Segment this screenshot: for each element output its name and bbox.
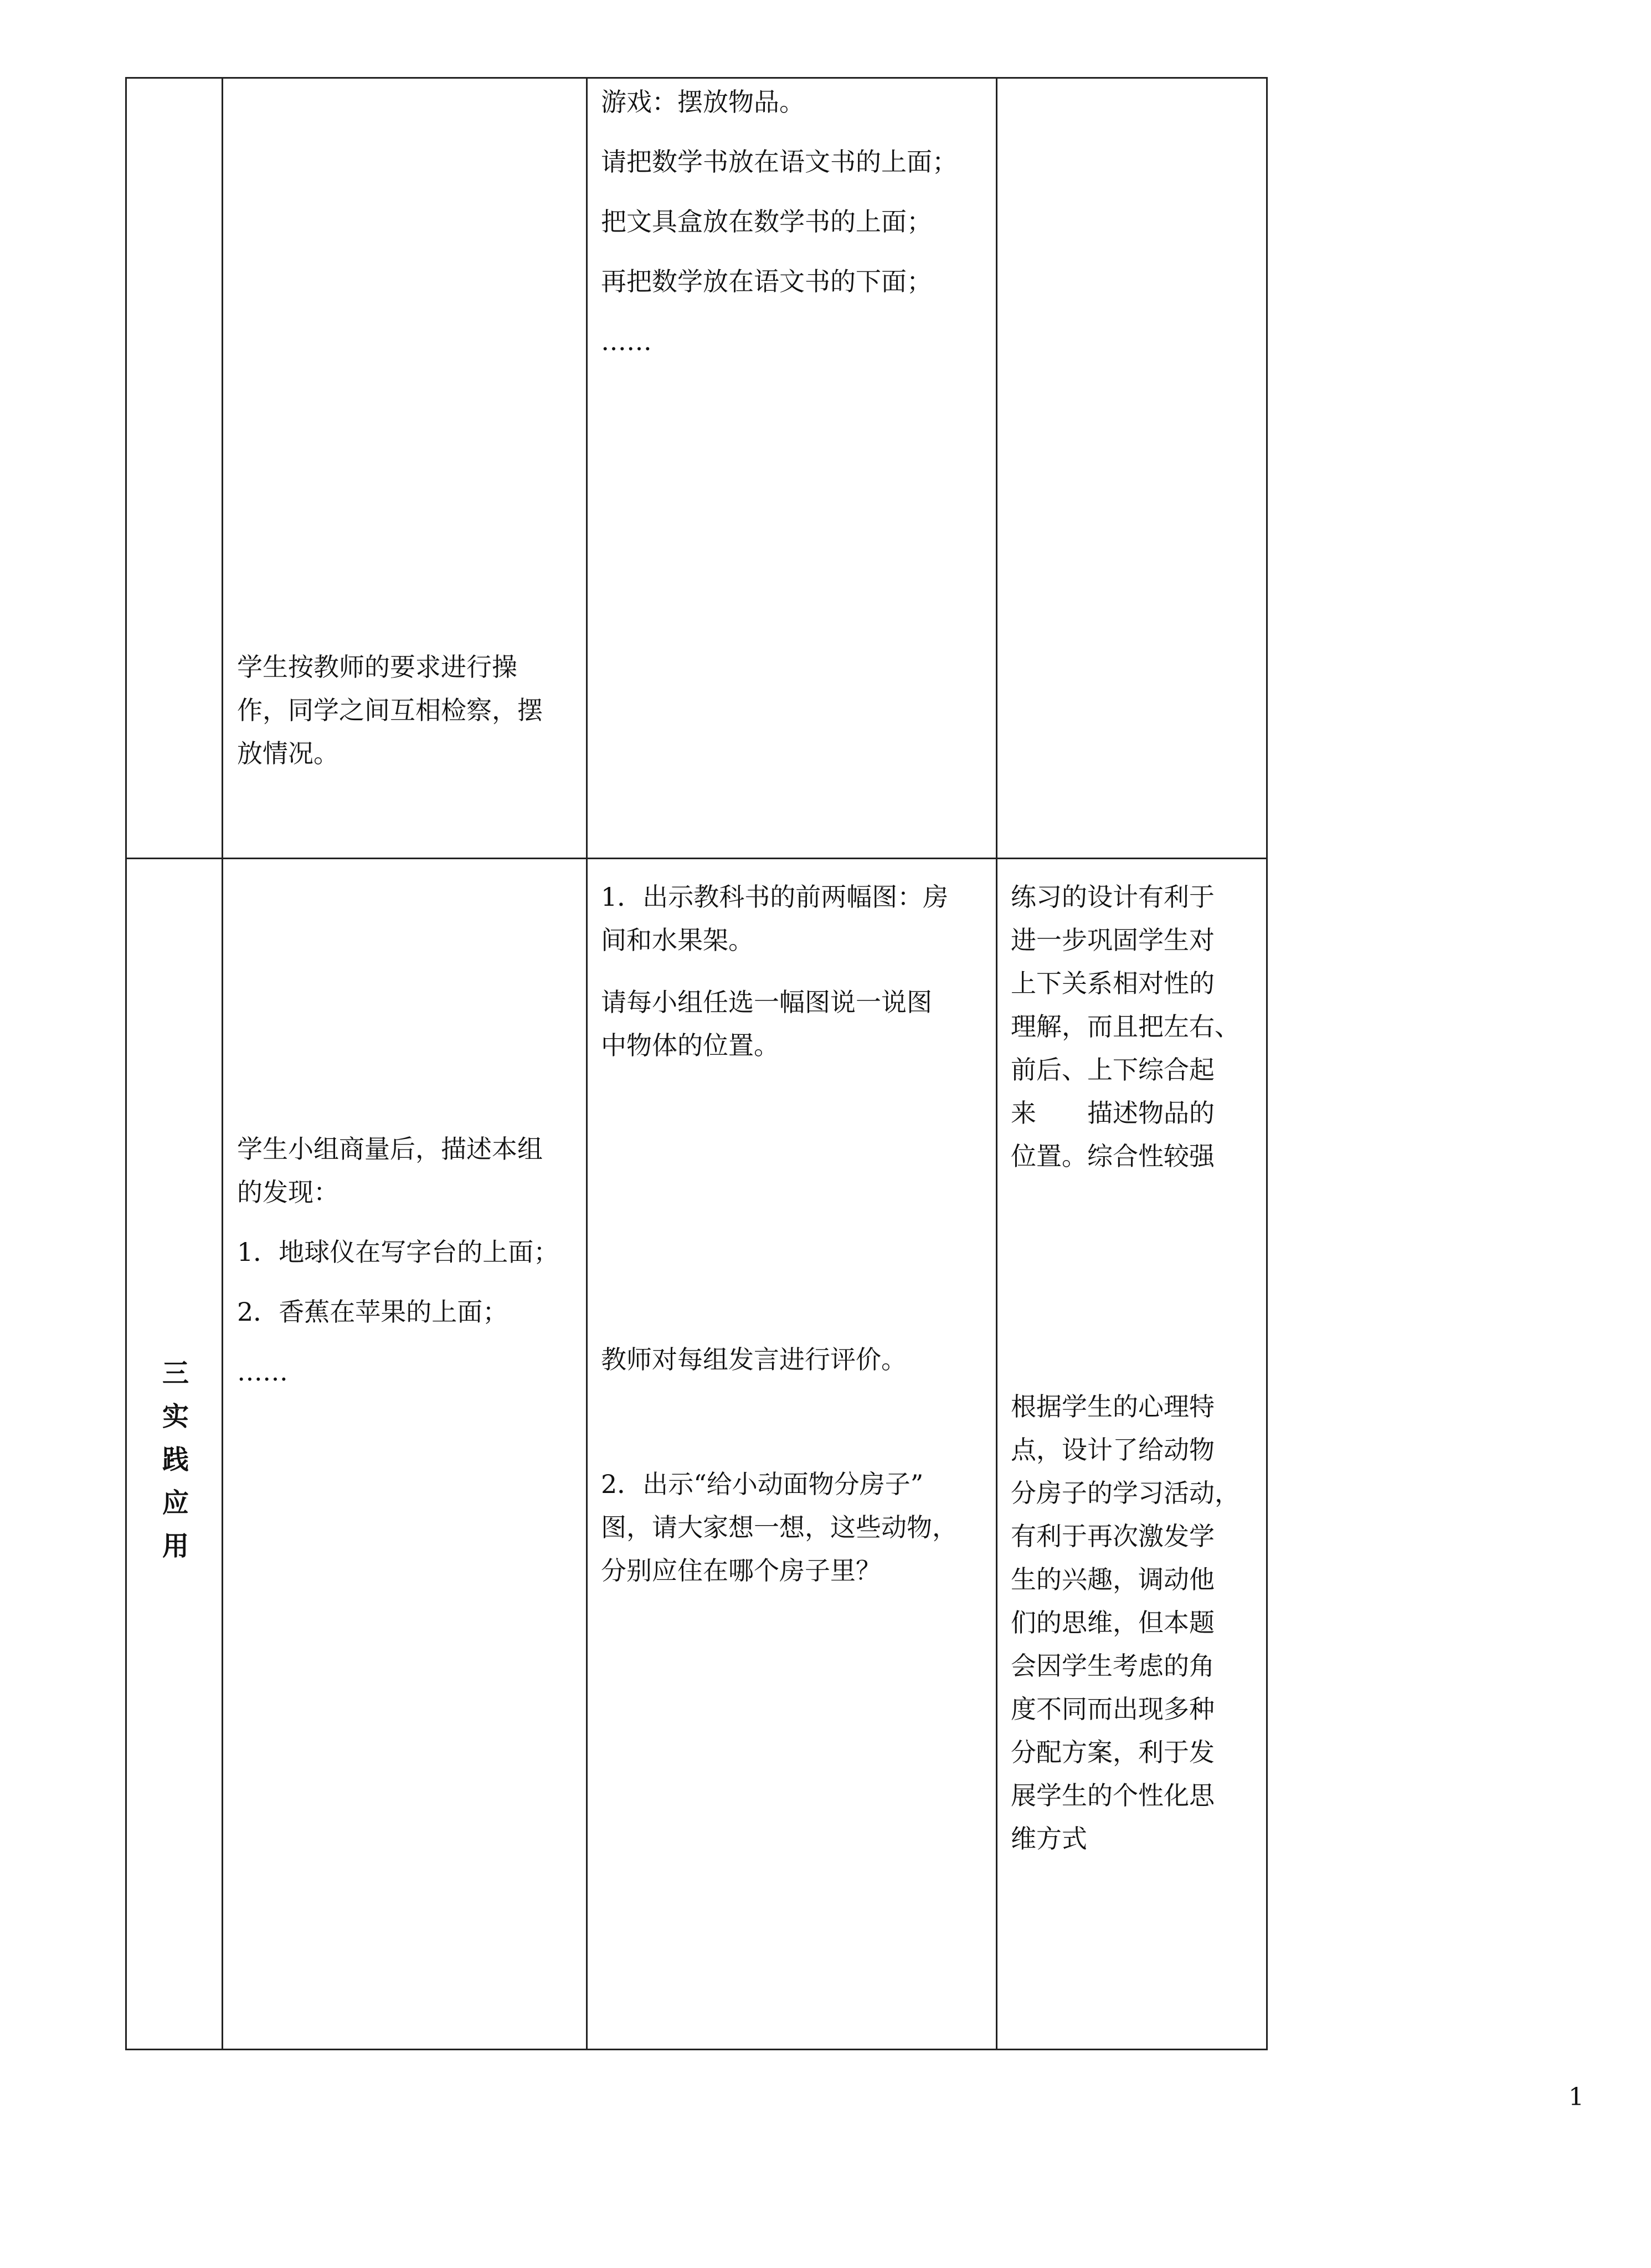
text-line: 游戏：摆放物品。 [601, 87, 805, 117]
row1-student-activity [237, 645, 580, 775]
text-line: 2．香蕉在苹果的上面； [237, 1297, 508, 1327]
text-line: 2．出示“给小动面物分房子” [601, 1469, 924, 1499]
section-label-char: 践 [162, 1444, 189, 1475]
row2-teacher-activity-3 [601, 1338, 989, 1381]
row2-teacher-activity-4 [601, 1463, 989, 1592]
section-label [145, 1352, 206, 1568]
text-line: 请把数学书放在语文书的上面； [601, 147, 958, 177]
text-line: 把文具盒放在数学书的上面； [601, 207, 932, 237]
text-line: …… [601, 326, 652, 356]
text-line: 请每小组任选一幅图说一说图 [601, 987, 932, 1017]
text-line: 位置。综合性较强 [1011, 1141, 1215, 1171]
text-line: 1．出示教科书的前两幅图：房 [601, 882, 949, 912]
text-line: 来 描述物品的 [1011, 1098, 1215, 1128]
column-divider-3 [996, 77, 997, 2050]
text-line: 教师对每组发言进行评价。 [601, 1345, 907, 1374]
column-divider-1 [222, 77, 223, 2050]
section-label-char: 用 [162, 1531, 189, 1562]
text-line: 上下关系相对性的 [1011, 968, 1215, 998]
text-line: …… [237, 1357, 288, 1387]
text-line: 生的兴趣，调动他 [1011, 1564, 1215, 1594]
text-line: 间和水果架。 [601, 925, 754, 955]
text-line: 会因学生考虑的角 [1011, 1651, 1215, 1681]
text-line: 根据学生的心理特 [1011, 1392, 1215, 1422]
row2-student-activity [237, 1127, 580, 1393]
column-divider-2 [586, 77, 588, 2050]
text-line: 再把数学放在语文书的下面； [601, 266, 932, 296]
table-left-border [125, 77, 127, 2050]
table-right-border [1266, 77, 1268, 2050]
text-line: 图，请大家想一想，这些动物， [601, 1512, 958, 1542]
text-line: 展学生的个性化思 [1011, 1780, 1215, 1810]
table-bottom-border [125, 2049, 1268, 2050]
row2-design-intent-1 [1011, 875, 1260, 1178]
section-label-char: 三 [162, 1358, 189, 1389]
text-line: 们的思维，但本题 [1011, 1608, 1215, 1638]
page-number: 1 [1568, 2083, 1584, 2111]
text-line: 中物体的位置。 [601, 1030, 779, 1060]
text-line: 度不同而出现多种 [1011, 1694, 1215, 1724]
row2-teacher-activity-1 [601, 875, 989, 962]
text-line: 学生小组商量后，描述本组 [237, 1134, 543, 1164]
text-line: 分别应住在哪个房子里？ [601, 1556, 881, 1585]
text-line: 作，同学之间互相检察，摆 [237, 695, 543, 725]
text-line: 有利于再次激发学 [1011, 1521, 1215, 1551]
text-line: 1．地球仪在写字台的上面； [237, 1237, 559, 1267]
text-line: 分房子的学习活动， [1011, 1478, 1240, 1508]
row2-design-intent-2 [1011, 1385, 1260, 1860]
text-line: 进一步巩固学生对 [1011, 925, 1215, 955]
section-label-char: 应 [162, 1487, 189, 1518]
text-line: 点，设计了给动物 [1011, 1435, 1215, 1465]
row-divider [125, 858, 1268, 859]
text-line: 学生按教师的要求进行操 [237, 652, 517, 682]
text-line: 前后、上下综合起 [1011, 1055, 1215, 1085]
text-line: 放情况。 [237, 738, 339, 768]
text-line: 理解，而且把左右、 [1011, 1012, 1240, 1041]
section-label-char: 实 [162, 1401, 189, 1432]
text-line: 分配方案，利于发 [1011, 1737, 1215, 1767]
row1-teacher-activity [601, 80, 989, 363]
text-line: 练习的设计有利于 [1011, 882, 1215, 912]
text-line: 维方式 [1011, 1824, 1087, 1854]
text-line: 的发现： [237, 1177, 339, 1207]
row2-teacher-activity-2 [601, 981, 989, 1067]
table-top-border [125, 77, 1268, 79]
